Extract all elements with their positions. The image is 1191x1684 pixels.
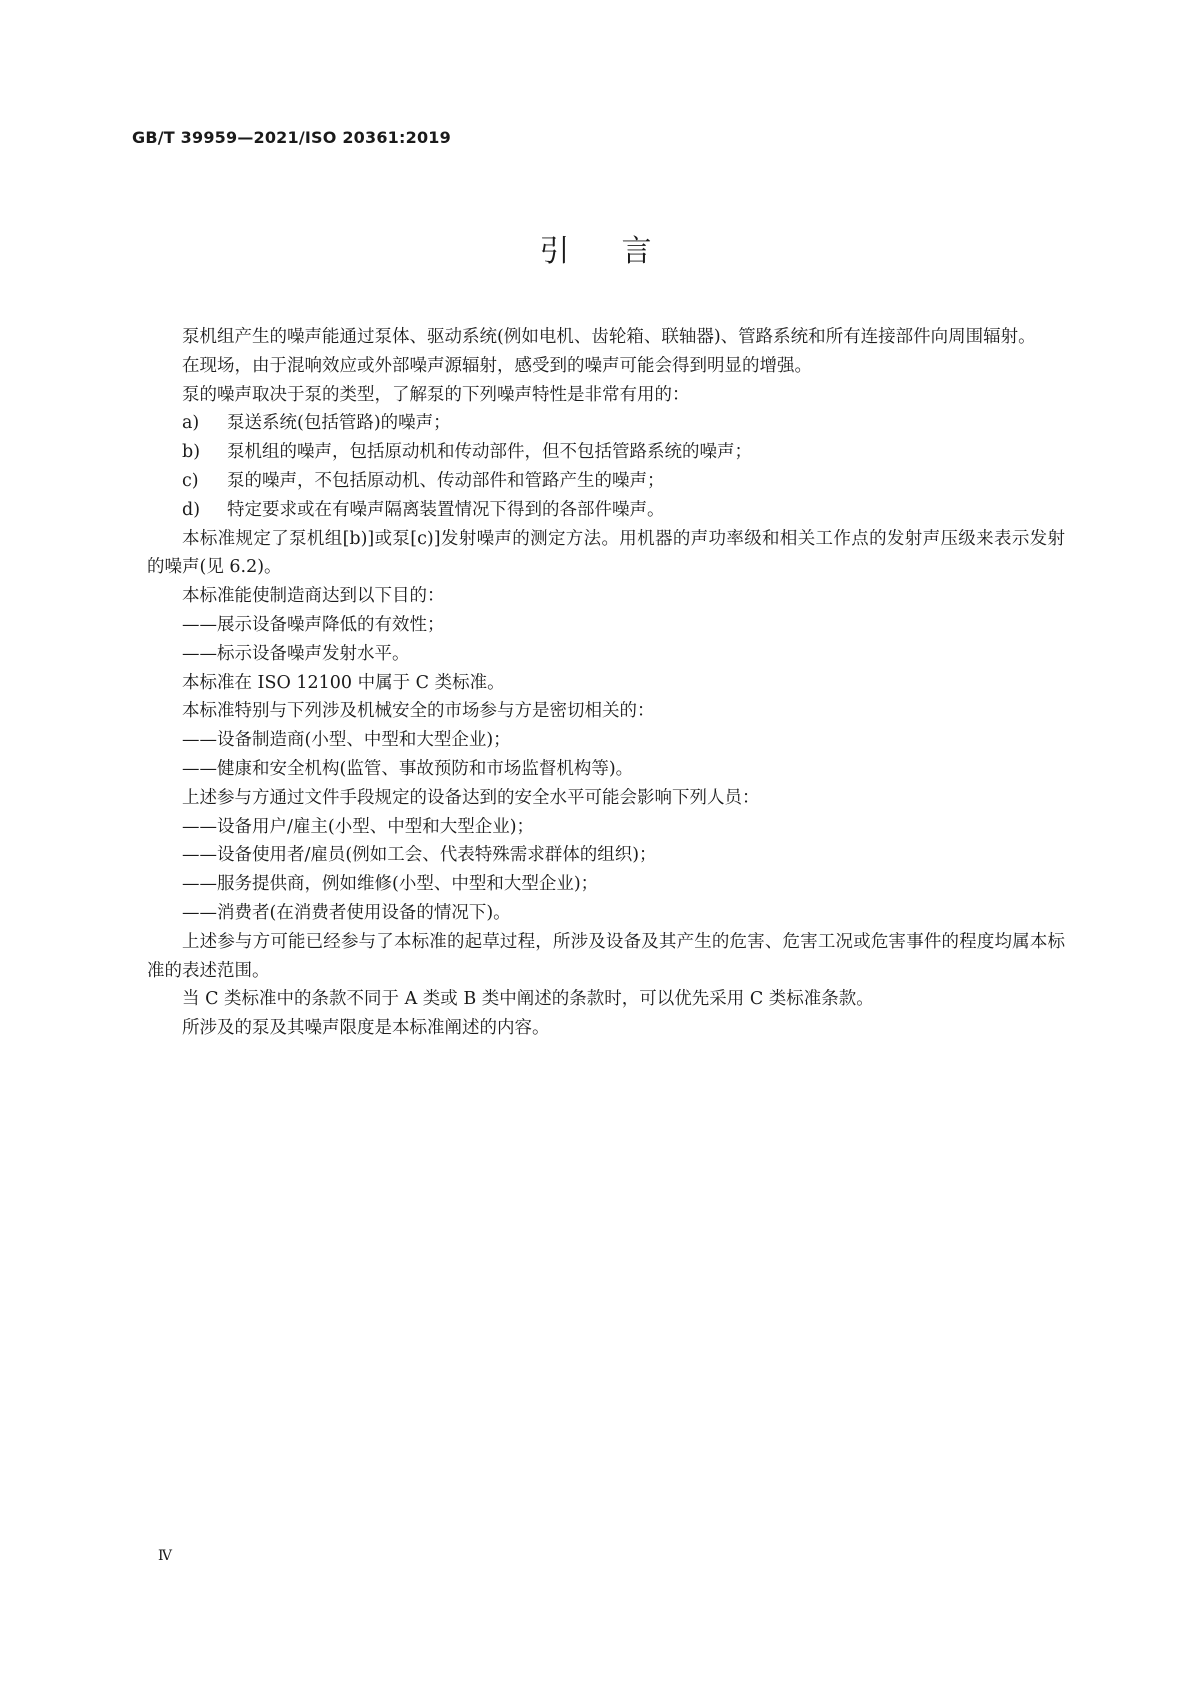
paragraph: 上述参与方可能已经参与了本标准的起草过程，所涉及设备及其产生的危害、危害工况或危害事件的程度均属本标准的表述范围。 bbox=[147, 931, 1065, 981]
paragraph: 泵机组产生的噪声能通过泵体、驱动系统(例如电机、齿轮箱、联轴器)、管路系统和所有连接部件向周围辐射。 bbox=[182, 327, 1036, 347]
paragraph: 当 C 类标准中的条款不同于 A 类或 B 类中阐述的条款时，可以优先采用 C 类标准条款。 bbox=[182, 989, 874, 1010]
list-item-b bbox=[147, 438, 1065, 467]
list-item-a bbox=[147, 409, 1065, 438]
dash-item: ——设备使用者/雇员(例如工会、代表特殊需求群体的组织)； bbox=[182, 845, 657, 866]
list-item-text: 特定要求或在有噪声隔离装置情况下得到的各部件噪声。 bbox=[227, 499, 665, 520]
list-marker: b) bbox=[182, 442, 201, 463]
list-marker: c) bbox=[182, 470, 199, 491]
paragraph: 本标准规定了泵机组[b)]或泵[c)]发射噪声的测定方法。用机器的声功率级和相关工作点的发射声压级来表示发射的噪声(见 6.2)。 bbox=[147, 528, 1065, 578]
paragraph: 本标准特别与下列涉及机械安全的市场参与方是密切相关的： bbox=[182, 701, 655, 722]
dash-item: ——服务提供商，例如维修(小型、中型和大型企业)； bbox=[182, 874, 599, 895]
paragraph: 泵的噪声取决于泵的类型，了解泵的下列噪声特性是非常有用的： bbox=[182, 384, 690, 405]
paragraph: 本标准在 ISO 12100 中属于 C 类标准。 bbox=[182, 672, 505, 693]
paragraph: 所涉及的泵及其噪声限度是本标准阐述的内容。 bbox=[182, 1018, 550, 1039]
dash-item: ——设备用户/雇主(小型、中型和大型企业)； bbox=[182, 816, 535, 837]
paragraph: 本标准能使制造商达到以下目的： bbox=[182, 586, 445, 607]
paragraph: 上述参与方通过文件手段规定的设备达到的安全水平可能会影响下列人员： bbox=[182, 787, 760, 808]
document-header bbox=[132, 128, 451, 147]
list-item-text: 泵的噪声，不包括原动机、传动部件和管路产生的噪声； bbox=[227, 470, 665, 491]
list-item-c bbox=[147, 467, 1065, 496]
list-item-d bbox=[147, 496, 1065, 525]
dash-item: ——标示设备噪声发射水平。 bbox=[182, 643, 410, 664]
dash-item: ——设备制造商(小型、中型和大型企业)； bbox=[182, 730, 511, 751]
dash-item: ——消费者(在消费者使用设备的情况下)。 bbox=[182, 902, 511, 923]
dash-item: ——展示设备噪声降低的有效性； bbox=[182, 614, 445, 635]
body-text bbox=[147, 323, 1065, 1043]
standard-code: GB/T 39959—2021/ISO 20361:2019 bbox=[132, 128, 451, 147]
paragraph: 在现场，由于混响效应或外部噪声源辐射，感受到的噪声可能会得到明显的增强。 bbox=[182, 355, 812, 376]
list-item-text: 泵送系统(包括管路)的噪声； bbox=[227, 413, 451, 434]
list-marker: a) bbox=[182, 413, 200, 434]
list-marker: d) bbox=[182, 499, 201, 520]
list-item-text: 泵机组的噪声，包括原动机和传动部件，但不包括管路系统的噪声； bbox=[227, 442, 752, 463]
section-title: 引言 bbox=[539, 234, 704, 269]
dash-item: ——健康和安全机构(监管、事故预防和市场监督机构等)。 bbox=[182, 758, 634, 779]
page-number: Ⅳ bbox=[158, 1548, 172, 1564]
